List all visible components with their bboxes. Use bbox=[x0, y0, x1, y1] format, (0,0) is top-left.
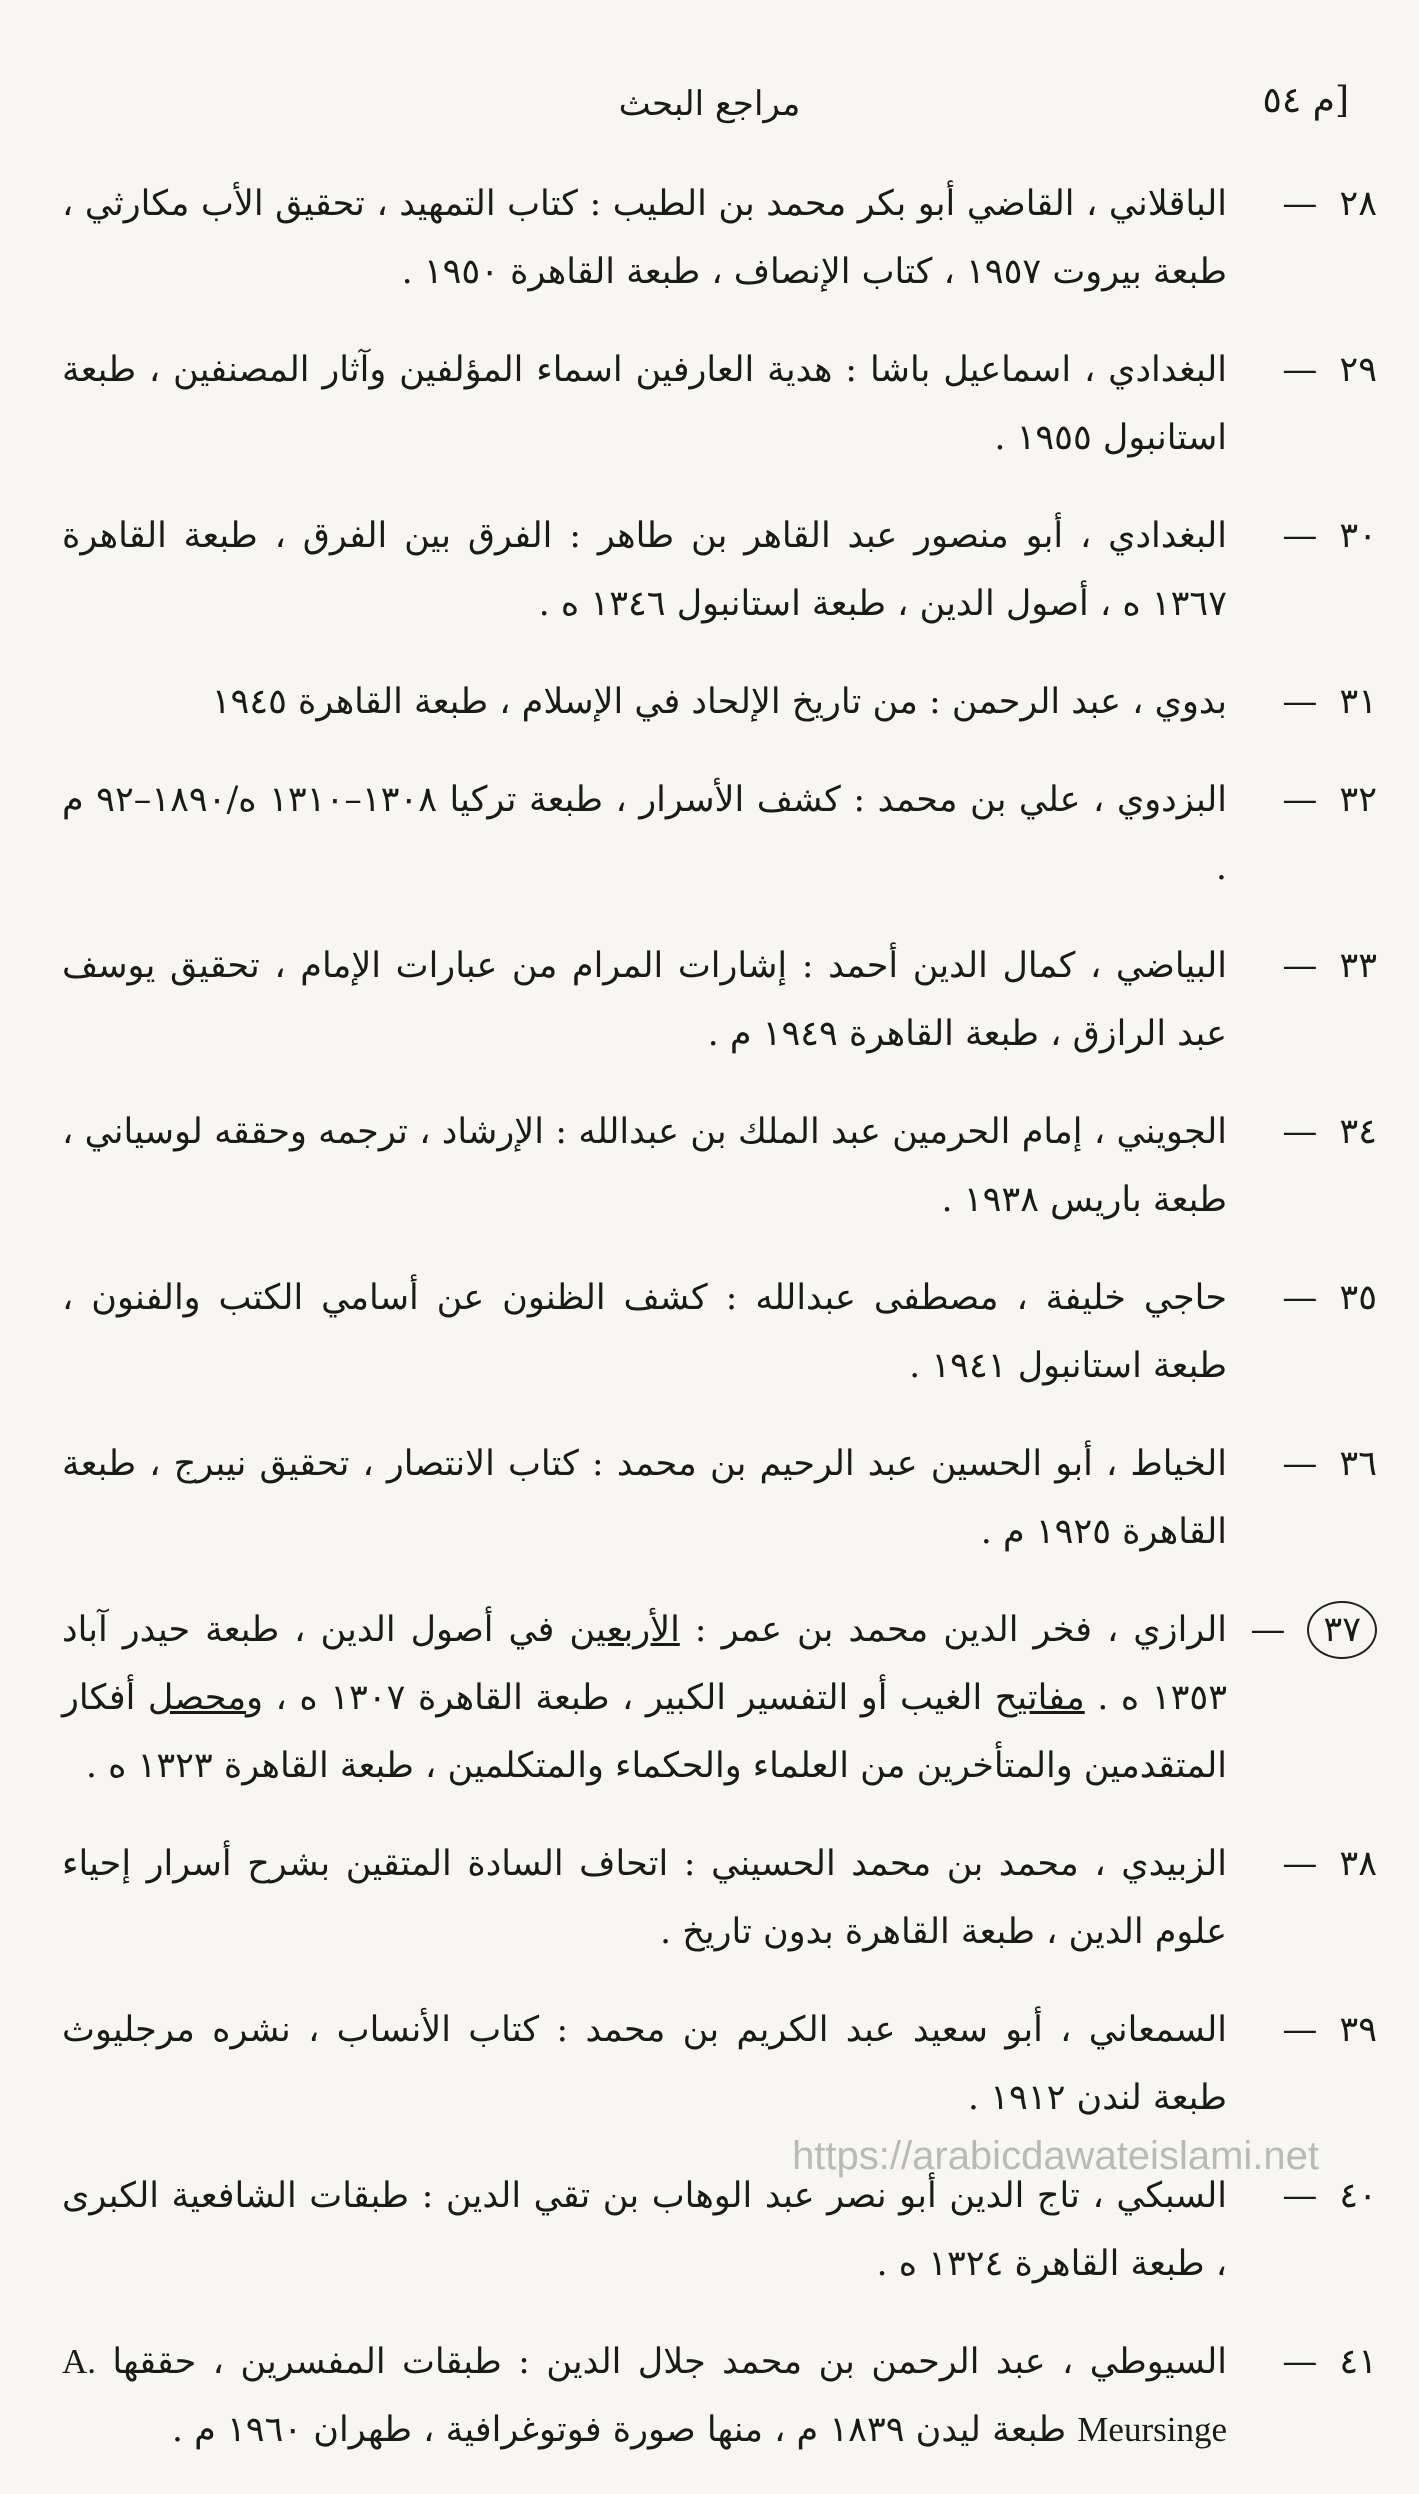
reference-text: الرازي ، فخر الدين محمد بن عمر : الأربعين في أصول الدين ، طبعة حيدر آباد ١٣٥٣ ه . مفاتيح الغيب أو التفسير الكبير ، طبعة القاهرة ١٣٠٧ ه ، ومحصل أفكار المتقدمين والمتأخرين من العلماء والحكماء والمتكلمين ، طبعة القاهرة ١٣٢٣ ه . bbox=[62, 1610, 1227, 1786]
reference-item bbox=[62, 1430, 1377, 1566]
reference-number: ٣١— bbox=[1282, 682, 1377, 722]
underlined-title: مفاتيح bbox=[994, 1678, 1085, 1718]
page-title: مراجع البحث bbox=[618, 84, 801, 124]
reference-item bbox=[62, 1830, 1377, 1966]
reference-item bbox=[62, 502, 1377, 638]
reference-item bbox=[62, 932, 1377, 1068]
reference-number: ٣٥— bbox=[1282, 1278, 1377, 1318]
reference-item bbox=[62, 2162, 1377, 2298]
reference-text: البغدادي ، أبو منصور عبد القاهر بن طاهر : الفرق بين الفرق ، طبعة القاهرة ١٣٦٧ ه ، أصول الدين ، طبعة استانبول ١٣٤٦ ه . bbox=[62, 516, 1227, 624]
reference-number: ٣٨— bbox=[1282, 1844, 1377, 1884]
reference-text: السمعاني ، أبو سعيد عبد الكريم بن محمد : كتاب الأنساب ، نشره مرجليوث طبعة لندن ١٩١٢ . bbox=[62, 2010, 1227, 2118]
circle-annotation: ٣٧ bbox=[1307, 1601, 1377, 1659]
reference-number: ٤١— bbox=[1282, 2342, 1377, 2382]
reference-item bbox=[62, 170, 1377, 306]
reference-number: ٢٨— bbox=[1282, 184, 1377, 224]
reference-text: الباقلاني ، القاضي أبو بكر محمد بن الطيب : كتاب التمهيد ، تحقيق الأب مكارثي ، طبعة بيروت ١٩٥٧ ، كتاب الإنصاف ، طبعة القاهرة ١٩٥٠ . bbox=[62, 184, 1227, 292]
reference-item bbox=[62, 1098, 1377, 1234]
reference-number: ٣٣— bbox=[1282, 946, 1377, 986]
reference-item bbox=[62, 766, 1377, 902]
reference-text: السيوطي ، عبد الرحمن بن محمد جلال الدين : طبقات المفسرين ، حققها A. Meursinge طبعة ليدن ١٨٣٩ م ، منها صورة فوتوغرافية ، طهران ١٩٦٠ م . bbox=[62, 2342, 1227, 2450]
reference-text: البغدادي ، اسماعيل باشا : هدية العارفين اسماء المؤلفين وآثار المصنفين ، طبعة استانبول ١٩٥٥ . bbox=[62, 350, 1227, 458]
reference-text: الجويني ، إمام الحرمين عبد الملك بن عبدالله : الإرشاد ، ترجمه وحققه لوسياني ، طبعة باريس ١٩٣٨ . bbox=[62, 1112, 1227, 1220]
reference-number: ٣٦— bbox=[1282, 1444, 1377, 1484]
reference-text: حاجي خليفة ، مصطفى عبدالله : كشف الظنون عن أسامي الكتب والفنون ، طبعة استانبول ١٩٤١ . bbox=[62, 1278, 1227, 1386]
reference-number-circled: ٣٧— bbox=[1227, 1596, 1377, 1664]
reference-text: البزدوي ، علي بن محمد : كشف الأسرار ، طبعة تركيا ١٣٠٨–١٣١٠ ه/١٨٩٠–٩٢ م . bbox=[62, 780, 1227, 888]
reference-item bbox=[62, 336, 1377, 472]
underlined-title: محصل bbox=[147, 1678, 247, 1718]
reference-item bbox=[62, 1596, 1377, 1800]
latin-name: A. Meursinge bbox=[62, 2342, 1227, 2449]
reference-number: ٣٩— bbox=[1282, 2010, 1377, 2050]
reference-item bbox=[62, 1996, 1377, 2132]
reference-text: البياضي ، كمال الدين أحمد : إشارات المرام من عبارات الإمام ، تحقيق يوسف عبد الرازق ، طبعة القاهرة ١٩٤٩ م . bbox=[62, 946, 1227, 1054]
page-number: [م ٥٤ bbox=[1262, 80, 1349, 121]
reference-number: ٣٤— bbox=[1282, 1112, 1377, 1152]
underlined-title: الأربعين bbox=[569, 1610, 680, 1650]
reference-item bbox=[62, 668, 1377, 736]
reference-item bbox=[62, 1264, 1377, 1400]
watermark-url: https://arabicdawateislami.net bbox=[792, 2134, 1319, 2178]
reference-text: السبكي ، تاج الدين أبو نصر عبد الوهاب بن تقي الدين : طبقات الشافعية الكبرى ، طبعة القاهرة ١٣٢٤ ه . bbox=[62, 2176, 1227, 2284]
reference-number: ٣٠— bbox=[1282, 516, 1377, 556]
reference-number: ٤٠— bbox=[1282, 2176, 1377, 2216]
reference-item bbox=[62, 2328, 1377, 2464]
reference-text: بدوي ، عبد الرحمن : من تاريخ الإلحاد في الإسلام ، طبعة القاهرة ١٩٤٥ bbox=[211, 682, 1227, 722]
reference-text: الخياط ، أبو الحسين عبد الرحيم بن محمد : كتاب الانتصار ، تحقيق نيبرج ، طبعة القاهرة ١٩٢٥ م . bbox=[62, 1444, 1227, 1552]
reference-text: الزبيدي ، محمد بن محمد الحسيني : اتحاف السادة المتقين بشرح أسرار إحياء علوم الدين ، طبعة القاهرة بدون تاريخ . bbox=[62, 1844, 1227, 1952]
reference-number: ٢٩— bbox=[1282, 350, 1377, 390]
page-header bbox=[60, 70, 1359, 130]
reference-number: ٣٢— bbox=[1282, 780, 1377, 820]
